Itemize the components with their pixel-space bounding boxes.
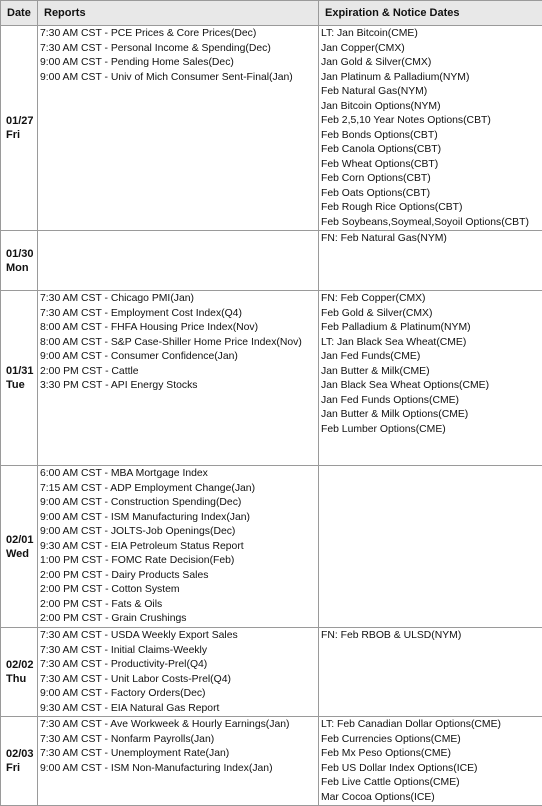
report-item: 9:00 AM CST - Consumer Confidence(Jan) xyxy=(40,350,318,365)
report-item: 7:30 AM CST - Ave Workweek & Hourly Earnings(Jan) xyxy=(40,718,318,733)
reports-cell xyxy=(38,466,319,628)
date-label: 02/03 xyxy=(6,747,37,761)
report-item: 7:30 AM CST - Initial Claims-Weekly xyxy=(40,644,318,659)
expiration-item: Feb Natural Gas(NYM) xyxy=(321,85,542,100)
date-cell xyxy=(1,291,38,466)
day-label: Tue xyxy=(6,378,37,392)
expiration-item: LT: Jan Black Sea Wheat(CME) xyxy=(321,336,542,351)
expiration-item: LT: Jan Bitcoin(CME) xyxy=(321,27,542,42)
report-item: 6:00 AM CST - MBA Mortgage Index xyxy=(40,467,318,482)
date-label: 02/01 xyxy=(6,533,37,547)
expiration-item: Jan Butter & Milk Options(CME) xyxy=(321,408,542,423)
report-item: 7:30 AM CST - USDA Weekly Export Sales xyxy=(40,629,318,644)
expiration-item: Jan Fed Funds Options(CME) xyxy=(321,394,542,409)
report-item: 9:00 AM CST - Pending Home Sales(Dec) xyxy=(40,56,318,71)
expiration-item: Feb Oats Options(CBT) xyxy=(321,187,542,202)
date-cell xyxy=(1,26,38,231)
report-item: 7:30 AM CST - Unemployment Rate(Jan) xyxy=(40,747,318,762)
report-item: 7:30 AM CST - Nonfarm Payrolls(Jan) xyxy=(40,733,318,748)
reports-cell xyxy=(38,628,319,717)
expiration-item: Feb Currencies Options(CME) xyxy=(321,733,542,748)
day-label: Fri xyxy=(6,128,37,142)
expiration-item: Feb Rough Rice Options(CBT) xyxy=(321,201,542,216)
expiration-item: Feb Soybeans,Soymeal,Soyoil Options(CBT) xyxy=(321,216,542,231)
expiration-item: FN: Feb Copper(CMX) xyxy=(321,292,542,307)
day-label: Wed xyxy=(6,547,37,561)
table-row xyxy=(1,717,542,806)
report-item: 8:00 AM CST - FHFA Housing Price Index(Nov) xyxy=(40,321,318,336)
date-column-header: Date xyxy=(1,1,38,26)
report-item: 7:30 AM CST - Unit Labor Costs-Prel(Q4) xyxy=(40,673,318,688)
expirations-cell xyxy=(319,717,542,806)
expirations-cell xyxy=(319,466,542,628)
report-item: 2:00 PM CST - Dairy Products Sales xyxy=(40,569,318,584)
report-item: 7:30 AM CST - Employment Cost Index(Q4) xyxy=(40,307,318,322)
report-item: 2:00 PM CST - Cattle xyxy=(40,365,318,380)
reports-column-header: Reports xyxy=(38,1,319,26)
report-item: 7:30 AM CST - Productivity-Prel(Q4) xyxy=(40,658,318,673)
expiration-item: Feb US Dollar Index Options(ICE) xyxy=(321,762,542,777)
date-cell xyxy=(1,717,38,806)
expiration-item: Jan Copper(CMX) xyxy=(321,42,542,57)
day-label: Fri xyxy=(6,761,37,775)
expiration-item: Jan Platinum & Palladium(NYM) xyxy=(321,71,542,86)
expiration-item: Feb Canola Options(CBT) xyxy=(321,143,542,158)
report-item: 7:15 AM CST - ADP Employment Change(Jan) xyxy=(40,482,318,497)
expiration-item: Jan Fed Funds(CME) xyxy=(321,350,542,365)
expirations-cell xyxy=(319,291,542,466)
expiration-item: Feb Mx Peso Options(CME) xyxy=(321,747,542,762)
expiration-item: Jan Butter & Milk(CME) xyxy=(321,365,542,380)
report-item: 9:30 AM CST - EIA Natural Gas Report xyxy=(40,702,318,717)
reports-cell xyxy=(38,717,319,806)
report-item: 7:30 AM CST - Chicago PMI(Jan) xyxy=(40,292,318,307)
expiration-item: Feb Wheat Options(CBT) xyxy=(321,158,542,173)
report-item: 9:00 AM CST - ISM Non-Manufacturing Index(Jan) xyxy=(40,762,318,777)
report-item: 9:00 AM CST - JOLTS-Job Openings(Dec) xyxy=(40,525,318,540)
expiration-item: Mar Cocoa Options(ICE) xyxy=(321,791,542,806)
table-row xyxy=(1,466,542,628)
expiration-item: Feb Gold & Silver(CMX) xyxy=(321,307,542,322)
expiration-item: Jan Gold & Silver(CMX) xyxy=(321,56,542,71)
table-row xyxy=(1,231,542,291)
expirations-cell xyxy=(319,628,542,717)
date-cell xyxy=(1,466,38,628)
expirations-cell xyxy=(319,231,542,291)
date-cell xyxy=(1,628,38,717)
report-item: 9:00 AM CST - Factory Orders(Dec) xyxy=(40,687,318,702)
day-label: Thu xyxy=(6,672,37,686)
expiration-item: Jan Bitcoin Options(NYM) xyxy=(321,100,542,115)
header-row xyxy=(1,1,542,26)
table-row xyxy=(1,291,542,466)
date-label: 01/30 xyxy=(6,247,37,261)
report-item: 2:00 PM CST - Grain Crushings xyxy=(40,612,318,627)
day-label: Mon xyxy=(6,261,37,275)
report-item: 9:30 AM CST - EIA Petroleum Status Report xyxy=(40,540,318,555)
reports-cell xyxy=(38,26,319,231)
report-item: 9:00 AM CST - Construction Spending(Dec) xyxy=(40,496,318,511)
report-item: 2:00 PM CST - Fats & Oils xyxy=(40,598,318,613)
date-cell xyxy=(1,231,38,291)
expiration-item: Feb Lumber Options(CME) xyxy=(321,423,542,438)
table-row xyxy=(1,628,542,717)
expiration-item: LT: Feb Canadian Dollar Options(CME) xyxy=(321,718,542,733)
expiration-column-header: Expiration & Notice Dates xyxy=(319,1,542,26)
reports-cell xyxy=(38,231,319,291)
report-item: 2:00 PM CST - Cotton System xyxy=(40,583,318,598)
expiration-item: Feb 2,5,10 Year Notes Options(CBT) xyxy=(321,114,542,129)
report-item: 1:00 PM CST - FOMC Rate Decision(Feb) xyxy=(40,554,318,569)
reports-cell xyxy=(38,291,319,466)
expiration-item: Feb Corn Options(CBT) xyxy=(321,172,542,187)
expiration-item: FN: Feb RBOB & ULSD(NYM) xyxy=(321,629,542,644)
table-row xyxy=(1,26,542,231)
report-item: 7:30 AM CST - PCE Prices & Core Prices(Dec) xyxy=(40,27,318,42)
expiration-item: Jan Black Sea Wheat Options(CME) xyxy=(321,379,542,394)
report-item: 9:00 AM CST - ISM Manufacturing Index(Jan) xyxy=(40,511,318,526)
expirations-cell xyxy=(319,26,542,231)
expiration-item: Feb Live Cattle Options(CME) xyxy=(321,776,542,791)
report-item: 7:30 AM CST - Personal Income & Spending(Dec) xyxy=(40,42,318,57)
date-label: 01/27 xyxy=(6,114,37,128)
expiration-item: Feb Bonds Options(CBT) xyxy=(321,129,542,144)
report-item: 8:00 AM CST - S&P Case-Shiller Home Price Index(Nov) xyxy=(40,336,318,351)
report-item: 9:00 AM CST - Univ of Mich Consumer Sent-Final(Jan) xyxy=(40,71,318,86)
expiration-item: Feb Palladium & Platinum(NYM) xyxy=(321,321,542,336)
report-item: 3:30 PM CST - API Energy Stocks xyxy=(40,379,318,394)
date-label: 01/31 xyxy=(6,364,37,378)
expiration-item: FN: Feb Natural Gas(NYM) xyxy=(321,232,542,247)
date-label: 02/02 xyxy=(6,658,37,672)
